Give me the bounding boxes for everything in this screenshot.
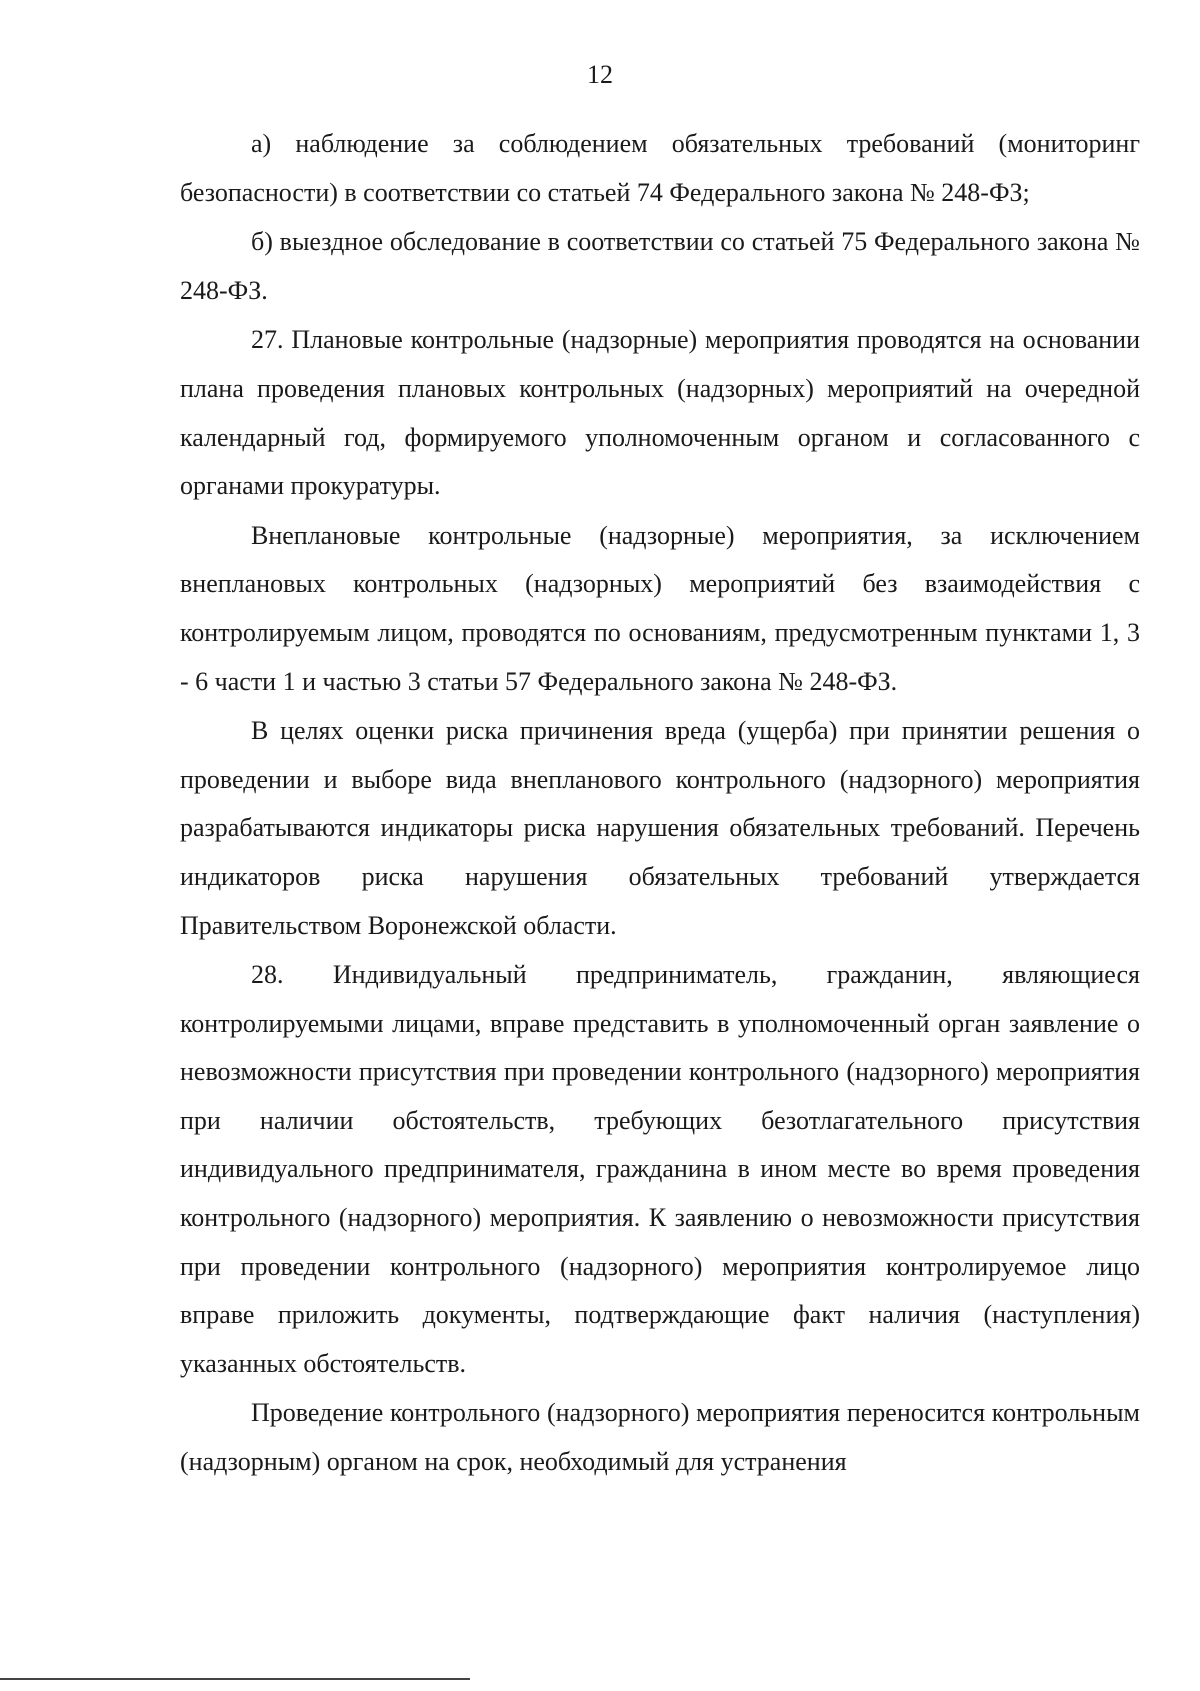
page-number: 12 [587,60,613,89]
document-body [180,120,1140,1488]
paragraph-27-planned-events: 27. Плановые контрольные (надзорные) мероприятия проводятся на основании плана проведения плановых контрольных (надзорных) мероприятий на очередной календарный год, формируемого уполномоченным органом и согласованного с органами прокуратуры. [180,325,1140,501]
paragraph-event-postponement: Проведение контрольного (надзорного) мероприятия переносится контрольным (надзорным) органом на срок, необходимый для устранения [180,1398,1140,1477]
paragraph-field-inspection: б) выездное обследование в соответствии со статьей 75 Федерального закона № 248-ФЗ. [180,227,1140,305]
paragraph-28-absence-statement: 28. Индивидуальный предприниматель, гражданин, являющиеся контролируемыми лицами, вправе представить в уполномоченный орган заявление о невозможности присутствия при проведении контрольного (надзорного) мероприятия при наличии обстоятельств, требующих безотлагательного присутствия индивидуального предпринимателя, гражданина в ином месте во время проведения контрольного (надзорного) мероприятия. К заявлению о невозможности присутствия при проведении контрольного (надзорного) мероприятия контролируемое лицо вправе приложить документы, подтверждающие факт наличия (наступления) указанных обстоятельств. [180,960,1140,1378]
paragraph-risk-indicators: В целях оценки риска причинения вреда (ущерба) при принятии решения о проведении и выборе вида внепланового контрольного (надзорного) мероприятия разрабатываются индикаторы риска нарушения обязательных требований. Перечень индикаторов риска нарушения обязательных требований утверждается Правительством Воронежской области. [180,716,1140,940]
paragraph-monitoring: а) наблюдение за соблюдением обязательных требований (мониторинг безопасности) в соответствии со статьей 74 Федерального закона № 248-ФЗ; [180,129,1140,207]
bottom-scan-edge-line [0,1678,470,1680]
paragraph-unscheduled-events: Внеплановые контрольные (надзорные) мероприятия, за исключением внеплановых контрольных (надзорных) мероприятий без взаимодействия с контролируемым лицом, проводятся по основаниям, предусмотренным пунктами 1, 3 - 6 части 1 и частью 3 статьи 57 Федерального закона № 248-ФЗ. [180,520,1140,696]
